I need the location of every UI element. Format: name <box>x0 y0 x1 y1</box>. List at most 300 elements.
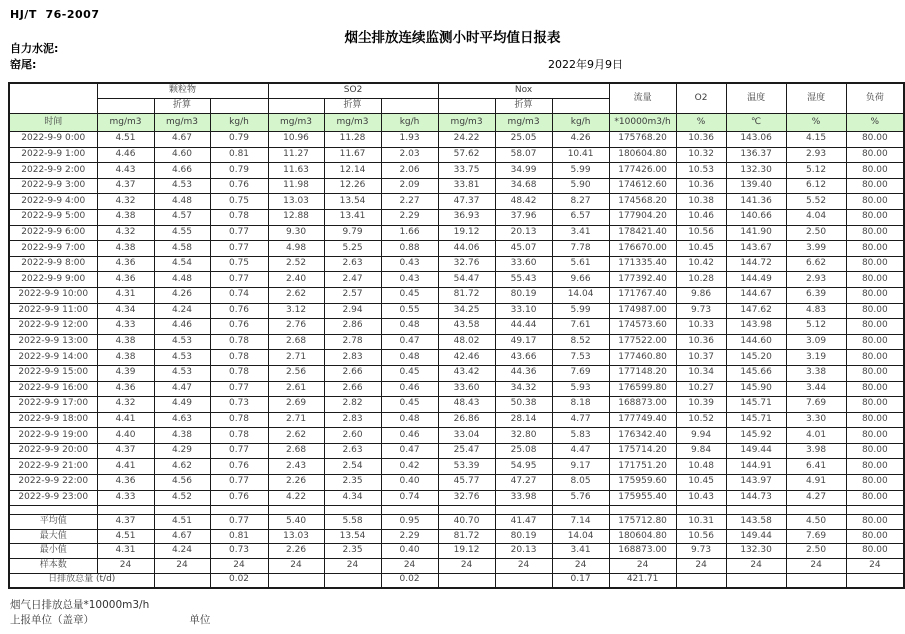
value-cell: 145.71 <box>726 397 786 413</box>
unit-cell: % <box>676 114 726 132</box>
value-cell: 0.77 <box>210 381 268 397</box>
value-cell: 8.52 <box>552 334 609 350</box>
company-label: 自力水泥: <box>10 42 59 55</box>
value-cell: 180604.80 <box>609 147 676 163</box>
summary-value-cell: 168873.00 <box>609 544 676 559</box>
time-cell: 2022-9-9 11:00 <box>9 303 97 319</box>
value-cell: 10.34 <box>676 365 726 381</box>
blank-cell <box>726 506 786 515</box>
value-cell: 10.28 <box>676 272 726 288</box>
value-cell: 0.45 <box>381 287 438 303</box>
value-cell: 2.69 <box>268 397 324 413</box>
footer-line <box>10 612 210 627</box>
table-row <box>9 163 904 179</box>
value-cell: 2.62 <box>268 287 324 303</box>
summary-value-cell: 13.03 <box>268 529 324 544</box>
table-row <box>9 397 904 413</box>
value-cell: 9.86 <box>676 287 726 303</box>
table-row <box>9 209 904 225</box>
table-row <box>9 334 904 350</box>
value-cell: 177392.40 <box>609 272 676 288</box>
time-cell: 2022-9-9 7:00 <box>9 241 97 257</box>
value-cell: 5.12 <box>786 163 846 179</box>
value-cell: 3.30 <box>786 412 846 428</box>
table-row <box>9 365 904 381</box>
value-cell: 43.66 <box>495 350 552 366</box>
value-cell: 4.38 <box>97 350 154 366</box>
value-cell: 4.26 <box>552 132 609 148</box>
value-cell: 174987.00 <box>609 303 676 319</box>
summary-value-cell: 4.37 <box>97 515 154 530</box>
value-cell: 0.79 <box>210 163 268 179</box>
value-cell: 80.00 <box>846 334 904 350</box>
value-cell: 145.66 <box>726 365 786 381</box>
unit-cell: *10000m3/h <box>609 114 676 132</box>
unit-cell: kg/h <box>210 114 268 132</box>
value-cell: 6.57 <box>552 209 609 225</box>
value-cell: 4.66 <box>154 163 210 179</box>
value-cell: 4.56 <box>154 475 210 491</box>
table-body <box>9 132 904 589</box>
summary-value-cell: 5.58 <box>324 515 381 530</box>
value-cell: 32.76 <box>438 490 495 506</box>
value-cell: 47.27 <box>495 475 552 491</box>
summary-value-cell: 24 <box>552 559 609 574</box>
value-cell: 4.62 <box>154 459 210 475</box>
value-cell: 0.40 <box>381 475 438 491</box>
value-cell: 10.36 <box>676 132 726 148</box>
summary-value-cell: 132.30 <box>726 544 786 559</box>
summary-value-cell: 3.41 <box>552 544 609 559</box>
summary-value-cell: 10.56 <box>676 529 726 544</box>
subheader-converted-so2: 折算 <box>324 99 381 114</box>
summary-row <box>9 559 904 574</box>
time-cell: 2022-9-9 6:00 <box>9 225 97 241</box>
value-cell: 2.63 <box>324 443 381 459</box>
value-cell: 4.32 <box>97 225 154 241</box>
value-cell: 9.30 <box>268 225 324 241</box>
value-cell: 4.36 <box>97 475 154 491</box>
time-cell: 2022-9-9 2:00 <box>9 163 97 179</box>
value-cell: 4.41 <box>97 412 154 428</box>
value-cell: 2.40 <box>268 272 324 288</box>
value-cell: 4.38 <box>97 241 154 257</box>
value-cell: 171751.20 <box>609 459 676 475</box>
value-cell: 25.08 <box>495 443 552 459</box>
value-cell: 2.83 <box>324 350 381 366</box>
blank-row <box>9 506 904 515</box>
value-cell: 1.66 <box>381 225 438 241</box>
value-cell: 4.38 <box>97 334 154 350</box>
value-cell: 3.44 <box>786 381 846 397</box>
value-cell: 25.05 <box>495 132 552 148</box>
summary-value-cell: 24 <box>495 559 552 574</box>
unit-cell: % <box>846 114 904 132</box>
value-cell: 175959.60 <box>609 475 676 491</box>
value-cell: 44.36 <box>495 365 552 381</box>
value-cell: 144.91 <box>726 459 786 475</box>
blank-cell <box>381 506 438 515</box>
value-cell: 43.42 <box>438 365 495 381</box>
daily-total-value-cell: 0.02 <box>381 573 438 588</box>
value-cell: 178421.40 <box>609 225 676 241</box>
value-cell: 33.60 <box>438 381 495 397</box>
table-row <box>9 490 904 506</box>
value-cell: 0.76 <box>210 178 268 194</box>
summary-value-cell: 20.13 <box>495 544 552 559</box>
summary-value-cell: 24 <box>97 559 154 574</box>
value-cell: 13.03 <box>268 194 324 210</box>
value-cell: 3.19 <box>786 350 846 366</box>
value-cell: 2.60 <box>324 428 381 444</box>
table-row <box>9 225 904 241</box>
value-cell: 4.46 <box>97 147 154 163</box>
value-cell: 0.47 <box>381 334 438 350</box>
value-cell: 80.00 <box>846 194 904 210</box>
summary-value-cell: 149.44 <box>726 529 786 544</box>
value-cell: 20.13 <box>495 225 552 241</box>
value-cell: 11.28 <box>324 132 381 148</box>
value-cell: 1.93 <box>381 132 438 148</box>
value-cell: 54.95 <box>495 459 552 475</box>
summary-value-cell: 0.77 <box>210 515 268 530</box>
time-cell: 2022-9-9 4:00 <box>9 194 97 210</box>
value-cell: 5.90 <box>552 178 609 194</box>
value-cell: 8.05 <box>552 475 609 491</box>
value-cell: 0.78 <box>210 350 268 366</box>
summary-value-cell: 81.72 <box>438 529 495 544</box>
value-cell: 2.09 <box>381 178 438 194</box>
table-row <box>9 132 904 148</box>
value-cell: 4.77 <box>552 412 609 428</box>
daily-total-label: 日排放总量 (t/d) <box>9 573 154 588</box>
value-cell: 5.52 <box>786 194 846 210</box>
blank-cell <box>438 506 495 515</box>
value-cell: 80.00 <box>846 256 904 272</box>
kiln-label: 窑尾: <box>10 58 37 71</box>
summary-value-cell: 80.00 <box>846 515 904 530</box>
summary-value-cell: 9.73 <box>676 544 726 559</box>
value-cell: 2.52 <box>268 256 324 272</box>
value-cell: 2.82 <box>324 397 381 413</box>
group-particulate: 颗粒物 <box>97 83 268 99</box>
summary-value-cell: 41.47 <box>495 515 552 530</box>
value-cell: 145.92 <box>726 428 786 444</box>
time-column-header: 时间 <box>9 114 97 132</box>
value-cell: 0.77 <box>210 272 268 288</box>
value-cell: 8.18 <box>552 397 609 413</box>
summary-value-cell: 24 <box>786 559 846 574</box>
value-cell: 0.88 <box>381 241 438 257</box>
value-cell: 4.37 <box>97 443 154 459</box>
value-cell: 2.93 <box>786 272 846 288</box>
value-cell: 0.46 <box>381 428 438 444</box>
value-cell: 4.54 <box>154 256 210 272</box>
summary-value-cell: 80.19 <box>495 529 552 544</box>
value-cell: 9.84 <box>676 443 726 459</box>
value-cell: 53.39 <box>438 459 495 475</box>
value-cell: 132.30 <box>726 163 786 179</box>
value-cell: 2.94 <box>324 303 381 319</box>
value-cell: 10.36 <box>676 334 726 350</box>
value-cell: 0.77 <box>210 443 268 459</box>
value-cell: 2.29 <box>381 209 438 225</box>
value-cell: 10.56 <box>676 225 726 241</box>
value-cell: 10.41 <box>552 147 609 163</box>
value-cell: 176670.00 <box>609 241 676 257</box>
summary-value-cell: 4.51 <box>97 529 154 544</box>
value-cell: 54.47 <box>438 272 495 288</box>
value-cell: 4.43 <box>97 163 154 179</box>
time-cell: 2022-9-9 19:00 <box>9 428 97 444</box>
daily-total-value-cell <box>726 573 786 588</box>
group-so2: SO2 <box>268 83 438 99</box>
col-flow: 流量 <box>609 83 676 114</box>
unit-cell: mg/m3 <box>154 114 210 132</box>
summary-value-cell: 24 <box>381 559 438 574</box>
value-cell: 5.12 <box>786 319 846 335</box>
summary-value-cell: 24 <box>438 559 495 574</box>
value-cell: 2.50 <box>786 225 846 241</box>
value-cell: 80.00 <box>846 272 904 288</box>
value-cell: 4.33 <box>97 490 154 506</box>
summary-value-cell: 24 <box>210 559 268 574</box>
value-cell: 10.42 <box>676 256 726 272</box>
table-row <box>9 350 904 366</box>
value-cell: 4.53 <box>154 178 210 194</box>
value-cell: 6.39 <box>786 287 846 303</box>
time-cell: 2022-9-9 16:00 <box>9 381 97 397</box>
value-cell: 3.38 <box>786 365 846 381</box>
subheader-blank <box>381 99 438 114</box>
summary-row <box>9 515 904 530</box>
daily-total-row <box>9 573 904 588</box>
value-cell: 144.67 <box>726 287 786 303</box>
summary-value-cell: 7.69 <box>786 529 846 544</box>
value-cell: 43.58 <box>438 319 495 335</box>
summary-value-cell: 175712.80 <box>609 515 676 530</box>
value-cell: 80.00 <box>846 459 904 475</box>
value-cell: 33.10 <box>495 303 552 319</box>
value-cell: 143.06 <box>726 132 786 148</box>
table-row <box>9 241 904 257</box>
value-cell: 33.04 <box>438 428 495 444</box>
daily-total-value-cell <box>268 573 324 588</box>
value-cell: 80.00 <box>846 132 904 148</box>
value-cell: 7.69 <box>786 397 846 413</box>
value-cell: 58.07 <box>495 147 552 163</box>
daily-total-value-cell: 0.02 <box>210 573 268 588</box>
value-cell: 10.32 <box>676 147 726 163</box>
value-cell: 13.41 <box>324 209 381 225</box>
value-cell: 177426.00 <box>609 163 676 179</box>
value-cell: 9.66 <box>552 272 609 288</box>
value-cell: 2.66 <box>324 381 381 397</box>
value-cell: 4.15 <box>786 132 846 148</box>
value-cell: 34.99 <box>495 163 552 179</box>
blank-cell <box>9 506 97 515</box>
time-cell: 2022-9-9 9:00 <box>9 272 97 288</box>
value-cell: 10.45 <box>676 241 726 257</box>
daily-total-value-cell: 421.71 <box>609 573 676 588</box>
value-cell: 4.36 <box>97 272 154 288</box>
value-cell: 4.57 <box>154 209 210 225</box>
value-cell: 4.27 <box>786 490 846 506</box>
value-cell: 80.00 <box>846 365 904 381</box>
unit-cell: mg/m3 <box>495 114 552 132</box>
value-cell: 144.60 <box>726 334 786 350</box>
col-load: 负荷 <box>846 83 904 114</box>
summary-value-cell: 4.51 <box>154 515 210 530</box>
value-cell: 4.32 <box>97 397 154 413</box>
value-cell: 4.47 <box>552 443 609 459</box>
time-cell: 2022-9-9 1:00 <box>9 147 97 163</box>
value-cell: 145.71 <box>726 412 786 428</box>
value-cell: 48.02 <box>438 334 495 350</box>
value-cell: 2.43 <box>268 459 324 475</box>
value-cell: 7.61 <box>552 319 609 335</box>
unit-cell: mg/m3 <box>268 114 324 132</box>
value-cell: 5.76 <box>552 490 609 506</box>
summary-value-cell: 24 <box>846 559 904 574</box>
value-cell: 4.34 <box>97 303 154 319</box>
value-cell: 5.99 <box>552 303 609 319</box>
value-cell: 80.00 <box>846 350 904 366</box>
value-cell: 5.93 <box>552 381 609 397</box>
value-cell: 10.37 <box>676 350 726 366</box>
group-nox: Nox <box>438 83 609 99</box>
value-cell: 144.49 <box>726 272 786 288</box>
value-cell: 177749.40 <box>609 412 676 428</box>
value-cell: 49.17 <box>495 334 552 350</box>
summary-label-cell: 最小值 <box>9 544 97 559</box>
summary-value-cell: 80.00 <box>846 529 904 544</box>
value-cell: 34.25 <box>438 303 495 319</box>
table-row <box>9 272 904 288</box>
value-cell: 141.90 <box>726 225 786 241</box>
value-cell: 55.43 <box>495 272 552 288</box>
value-cell: 2.76 <box>268 319 324 335</box>
value-cell: 0.81 <box>210 147 268 163</box>
value-cell: 80.19 <box>495 287 552 303</box>
time-cell: 2022-9-9 17:00 <box>9 397 97 413</box>
blank-cell <box>154 506 210 515</box>
flue-gas-total-note: 烟气日排放总量*10000m3/h <box>10 599 150 611</box>
value-cell: 9.73 <box>676 303 726 319</box>
value-cell: 144.73 <box>726 490 786 506</box>
value-cell: 5.61 <box>552 256 609 272</box>
value-cell: 3.98 <box>786 443 846 459</box>
value-cell: 33.81 <box>438 178 495 194</box>
value-cell: 7.69 <box>552 365 609 381</box>
value-cell: 171767.40 <box>609 287 676 303</box>
summary-value-cell: 4.67 <box>154 529 210 544</box>
col-o2: O2 <box>676 83 726 114</box>
summary-value-cell: 180604.80 <box>609 529 676 544</box>
value-cell: 6.41 <box>786 459 846 475</box>
summary-value-cell: 19.12 <box>438 544 495 559</box>
summary-value-cell: 7.14 <box>552 515 609 530</box>
value-cell: 24.22 <box>438 132 495 148</box>
value-cell: 2.86 <box>324 319 381 335</box>
value-cell: 2.83 <box>324 412 381 428</box>
value-cell: 0.76 <box>210 490 268 506</box>
value-cell: 34.68 <box>495 178 552 194</box>
value-cell: 44.06 <box>438 241 495 257</box>
value-cell: 4.51 <box>97 132 154 148</box>
value-cell: 0.77 <box>210 241 268 257</box>
value-cell: 4.40 <box>97 428 154 444</box>
summary-value-cell: 0.40 <box>381 544 438 559</box>
blank-cell <box>676 506 726 515</box>
unit-cell: mg/m3 <box>97 114 154 132</box>
value-cell: 44.44 <box>495 319 552 335</box>
summary-row <box>9 529 904 544</box>
value-cell: 4.36 <box>97 256 154 272</box>
subheader-blank <box>268 99 324 114</box>
value-cell: 4.98 <box>268 241 324 257</box>
time-cell: 2022-9-9 18:00 <box>9 412 97 428</box>
value-cell: 10.43 <box>676 490 726 506</box>
value-cell: 9.79 <box>324 225 381 241</box>
value-cell: 147.62 <box>726 303 786 319</box>
subheader-blank <box>438 99 495 114</box>
summary-value-cell: 24 <box>154 559 210 574</box>
value-cell: 80.00 <box>846 241 904 257</box>
value-cell: 4.46 <box>154 319 210 335</box>
value-cell: 4.55 <box>154 225 210 241</box>
blank-cell <box>97 506 154 515</box>
table-row <box>9 303 904 319</box>
value-cell: 2.68 <box>268 443 324 459</box>
value-cell: 0.74 <box>210 287 268 303</box>
summary-label-cell: 平均值 <box>9 515 97 530</box>
subheader-converted-nox: 折算 <box>495 99 552 114</box>
value-cell: 0.78 <box>210 365 268 381</box>
value-cell: 136.37 <box>726 147 786 163</box>
value-cell: 0.43 <box>381 256 438 272</box>
value-cell: 4.83 <box>786 303 846 319</box>
time-cell: 2022-9-9 12:00 <box>9 319 97 335</box>
value-cell: 0.76 <box>210 319 268 335</box>
value-cell: 81.72 <box>438 287 495 303</box>
report-date: 2022年9月9日 <box>548 58 623 71</box>
value-cell: 42.46 <box>438 350 495 366</box>
value-cell: 80.00 <box>846 412 904 428</box>
value-cell: 10.38 <box>676 194 726 210</box>
subheader-blank <box>552 99 609 114</box>
value-cell: 0.76 <box>210 459 268 475</box>
value-cell: 171335.40 <box>609 256 676 272</box>
value-cell: 80.00 <box>846 428 904 444</box>
value-cell: 0.73 <box>210 397 268 413</box>
summary-row <box>9 544 904 559</box>
value-cell: 32.76 <box>438 256 495 272</box>
value-cell: 0.76 <box>210 303 268 319</box>
value-cell: 13.54 <box>324 194 381 210</box>
value-cell: 47.37 <box>438 194 495 210</box>
value-cell: 33.98 <box>495 490 552 506</box>
daily-total-value-cell <box>846 573 904 588</box>
summary-value-cell: 80.00 <box>846 544 904 559</box>
value-cell: 80.00 <box>846 490 904 506</box>
unit-cell: mg/m3 <box>324 114 381 132</box>
value-cell: 2.71 <box>268 350 324 366</box>
value-cell: 4.49 <box>154 397 210 413</box>
value-cell: 4.53 <box>154 350 210 366</box>
value-cell: 4.91 <box>786 475 846 491</box>
value-cell: 80.00 <box>846 303 904 319</box>
